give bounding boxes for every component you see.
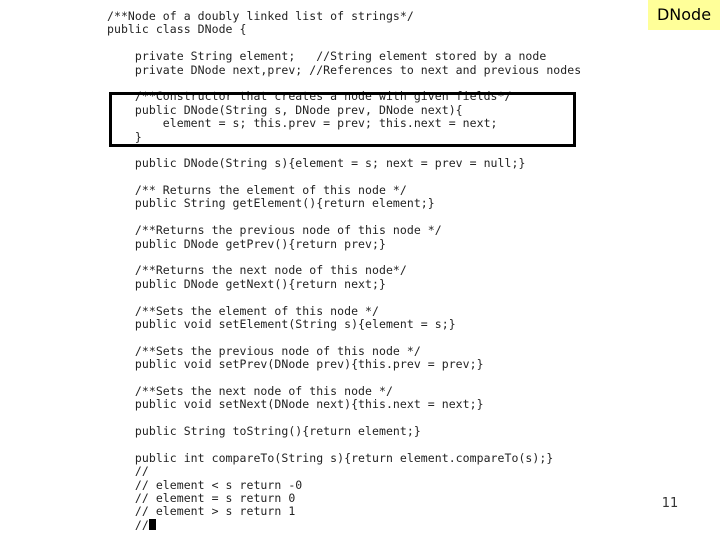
code-line: /**Sets the element of this node */ (107, 303, 379, 318)
code-line: /**Sets the previous node of this node */ (107, 343, 421, 358)
code-line: /** Returns the element of this node */ (107, 183, 407, 198)
code-line: // element < s return -0 (107, 477, 303, 492)
code-line (107, 171, 581, 184)
code-line: } (107, 129, 142, 144)
text-cursor (149, 519, 156, 530)
code-line: public DNode(String s, DNode prev, DNode next){ (107, 102, 463, 117)
code-line (107, 251, 581, 264)
code-line: public void setElement(String s){element = s;} (107, 316, 456, 331)
code-line: public void setNext(DNode next){this.next = next;} (107, 397, 484, 412)
code-line: public DNode(String s){element = s; next = prev = null;} (107, 156, 526, 171)
code-line: public int compareTo(String s){return element.compareTo(s);} (107, 450, 554, 465)
constructor-highlight-box (109, 92, 576, 147)
code-line: public void setPrev(DNode prev){this.prev = prev;} (107, 357, 484, 372)
slide-title: DNode (648, 0, 720, 30)
code-line (107, 211, 581, 224)
code-line: /**Sets the next node of this node */ (107, 383, 393, 398)
code-line-last (107, 519, 581, 532)
code-line: /**Node of a doubly linked list of strings*/ (107, 9, 414, 23)
code-line: private DNode next,prev; //References to next and previous nodes (107, 62, 582, 77)
code-line: private String element; //String element stored by a node (107, 49, 547, 64)
code-line: public class DNode { (107, 22, 247, 37)
code-line (107, 291, 581, 304)
code-listing (107, 10, 581, 532)
code-line: /**Returns the previous node of this node */ (107, 223, 442, 238)
code-line: /**Returns the next node of this node*/ (107, 263, 407, 278)
code-line (107, 439, 581, 452)
code-line: element = s; this.prev = prev; this.next = next; (107, 116, 498, 131)
code-line: // (107, 464, 149, 479)
code-line (107, 412, 581, 425)
code-line (107, 77, 581, 90)
code-line (107, 372, 581, 385)
code-line: public DNode getPrev(){return prev;} (107, 236, 386, 251)
code-line (107, 37, 581, 50)
code-line: public String getElement(){return element;} (107, 196, 435, 211)
code-line: // element > s return 1 (107, 504, 296, 519)
code-line: /**Constructor that creates a node with given fields*/ (107, 89, 512, 104)
code-line-text: // (107, 517, 149, 532)
page-number: 11 (661, 496, 679, 511)
code-line (107, 331, 581, 344)
code-line: public String toString(){return element;} (107, 424, 421, 439)
code-line: // element = s return 0 (107, 491, 296, 506)
code-line: public DNode getNext(){return next;} (107, 276, 386, 291)
